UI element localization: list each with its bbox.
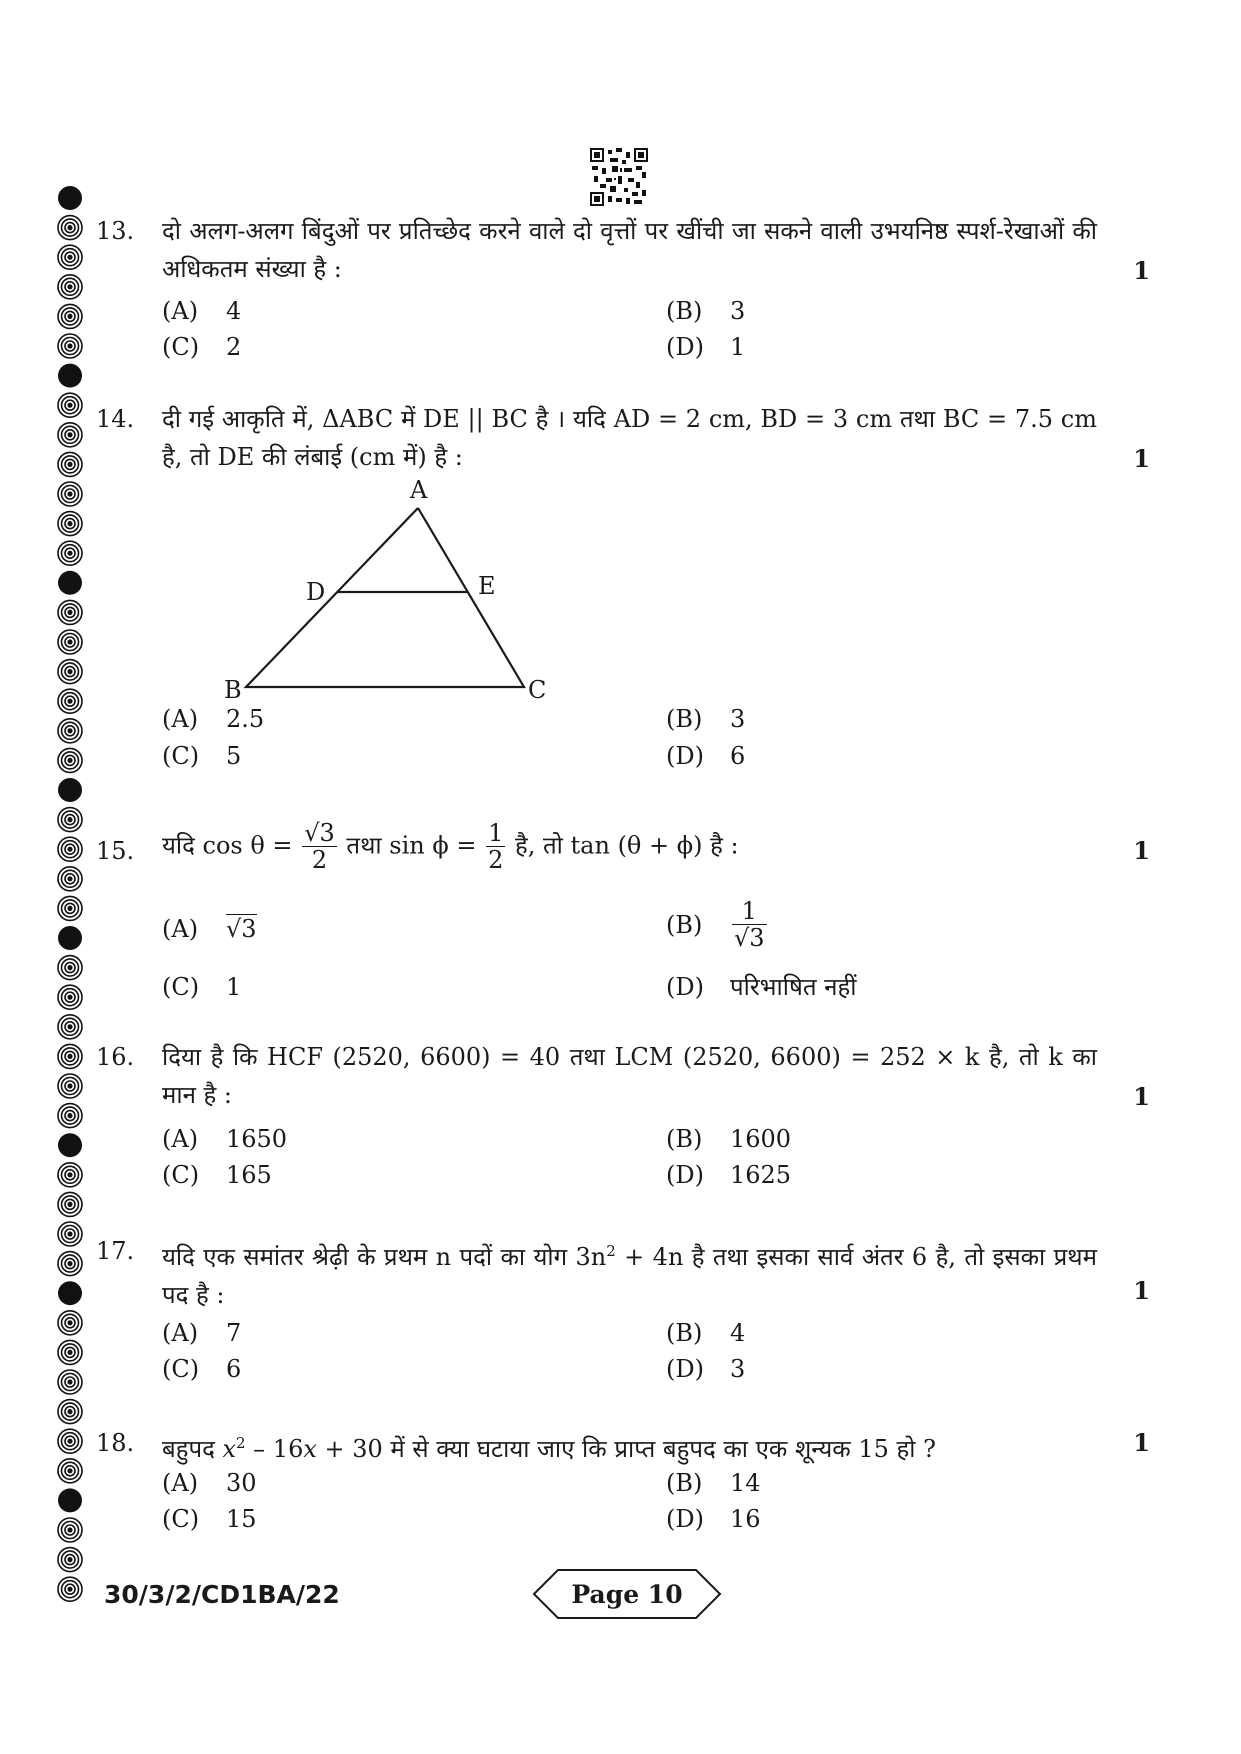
margin-circle-filled: [58, 571, 82, 595]
option-d: (D) 6: [666, 742, 746, 770]
option-b: (B) 1600: [666, 1125, 792, 1153]
margin-circle: [58, 808, 82, 832]
margin-circle: [58, 1518, 82, 1542]
margin-circle: [58, 304, 82, 328]
margin-circle: [58, 245, 82, 269]
option-c: (C) 1: [162, 973, 242, 1001]
marks: 1: [1133, 256, 1150, 285]
margin-circle: [58, 1015, 82, 1039]
option-d: (D) 1625: [666, 1161, 792, 1189]
margin-circle: [58, 896, 82, 920]
option-b: (B) 4: [666, 1319, 746, 1347]
margin-circle: [58, 452, 82, 476]
question-15: [96, 820, 1156, 1010]
marks: 1: [1133, 444, 1150, 473]
question-number: 18.: [96, 1429, 135, 1457]
margin-circle-filled: [58, 1281, 82, 1305]
margin-circle: [58, 1459, 82, 1483]
question-number: 13.: [96, 217, 135, 245]
question-text: दी गई आकृति में, ΔABC में DE || BC है । यदि AD = 2 cm, BD = 3 cm तथा BC = 7.5 cm है, तो DE की लंबाई (cm में) है :: [162, 405, 1097, 471]
question-number: 14.: [96, 405, 135, 433]
margin-circle: [58, 1074, 82, 1098]
question-18: [96, 1424, 1156, 1544]
question-text: बहुपद $x^2 - 16x + 30$ में से क्या घटाया जाए कि प्राप्त बहुपद का एक शून्यक 15 हो ?: [162, 1434, 936, 1463]
margin-circle: [58, 1192, 82, 1216]
page-number: Page 10: [571, 1580, 683, 1609]
margin-circle: [58, 216, 82, 240]
margin-circle: [58, 1548, 82, 1572]
margin-circle: [58, 660, 82, 684]
margin-circle-filled: [58, 778, 82, 802]
marks: 1: [1133, 836, 1150, 865]
margin-circle: [58, 719, 82, 743]
margin-circle-filled: [58, 364, 82, 388]
marks: 1: [1133, 1082, 1150, 1111]
margin-circle: [58, 837, 82, 861]
margin-circle: [58, 482, 82, 506]
margin-circle: [58, 1311, 82, 1335]
margin-circle: [58, 985, 82, 1009]
vertex-label-e: E: [478, 572, 496, 600]
vertex-label-a: A: [410, 476, 428, 504]
margin-circle: [58, 334, 82, 358]
question-13: [96, 212, 1156, 362]
margin-circle: [58, 423, 82, 447]
question-number: 17.: [96, 1237, 135, 1265]
vertex-label-b: B: [224, 676, 242, 704]
margin-circle: [58, 1222, 82, 1246]
option-a: (A) 30: [162, 1469, 257, 1497]
margin-circle: [58, 1429, 82, 1453]
margin-circle: [58, 541, 82, 565]
question-text: यदि cos θ = $\frac{√3}{2}$ तथा sin ϕ = $\frac{1}{2}$ है, तो tan (θ + ϕ) है :: [162, 819, 739, 875]
fraction: $\frac{1}{2}$: [488, 819, 504, 875]
fraction: $\frac{√3}{2}$: [304, 819, 335, 875]
vertex-label-d: D: [306, 578, 326, 606]
margin-circle: [58, 1163, 82, 1187]
marks: 1: [1133, 1428, 1150, 1457]
margin-circle: [58, 1577, 82, 1601]
option-d: (D) 3: [666, 1355, 746, 1383]
margin-circle: [58, 1340, 82, 1364]
option-b: (B) $\frac{1}{√3}$: [666, 897, 765, 953]
option-d: (D) परिभाषित नहीं: [666, 973, 857, 1001]
question-text: यदि एक समांतर श्रेढ़ी के प्रथम n पदों का योग $3n^2 + 4n$ है तथा इसका सार्व अंतर 6 है, तो इसका प्रथम पद है :: [162, 1242, 1097, 1309]
question-number: 16.: [96, 1043, 135, 1071]
margin-circle-strip: [55, 184, 85, 1614]
question-17: [96, 1232, 1156, 1382]
triangle-figure: [226, 484, 546, 694]
marks: 1: [1133, 1276, 1150, 1305]
option-b: (B) 3: [666, 705, 746, 733]
option-c: (C) 165: [162, 1161, 272, 1189]
option-c: (C) 15: [162, 1505, 257, 1533]
option-a: (A) 7: [162, 1319, 242, 1347]
option-a: (A) √3: [162, 915, 257, 943]
option-c: (C) 5: [162, 742, 242, 770]
margin-circle: [58, 1104, 82, 1128]
option-a: (A) 4: [162, 297, 242, 325]
margin-circle: [58, 1252, 82, 1276]
margin-circle: [58, 748, 82, 772]
paper-code: 30/3/2/CD1BA/22: [104, 1580, 340, 1609]
question-number: 15.: [96, 837, 135, 865]
qr-code: [590, 148, 648, 206]
question-text: दो अलग-अलग बिंदुओं पर प्रतिच्छेद करने वाले दो वृत्तों पर खींची जा सकने वाली उभयनिष्ठ स्पर्श-रेखाओं की अधिकतम संख्या है :: [162, 217, 1097, 283]
option-c: (C) 6: [162, 1355, 242, 1383]
margin-circle: [58, 275, 82, 299]
margin-circle: [58, 1044, 82, 1068]
question-16: [96, 1038, 1156, 1188]
margin-circle: [58, 689, 82, 713]
option-b: (B) 3: [666, 297, 746, 325]
margin-circle: [58, 956, 82, 980]
option-a: (A) 2.5: [162, 705, 265, 733]
margin-circle-filled: [58, 1133, 82, 1157]
margin-circle-filled: [58, 926, 82, 950]
question-text: दिया है कि HCF (2520, 6600) = 40 तथा LCM (2520, 6600) = 252 × k है, तो k का मान है :: [162, 1043, 1097, 1109]
option-d: (D) 16: [666, 1505, 761, 1533]
margin-circle: [58, 1400, 82, 1424]
margin-circle: [58, 393, 82, 417]
margin-circle: [58, 1370, 82, 1394]
margin-circle: [58, 867, 82, 891]
margin-circle: [58, 630, 82, 654]
vertex-label-c: C: [528, 676, 547, 704]
margin-circle-filled: [58, 186, 82, 210]
margin-circle: [58, 512, 82, 536]
margin-circle-filled: [58, 1488, 82, 1512]
option-d: (D) 1: [666, 333, 746, 361]
option-a: (A) 1650: [162, 1125, 288, 1153]
option-c: (C) 2: [162, 333, 242, 361]
option-b: (B) 14: [666, 1469, 761, 1497]
margin-circle: [58, 600, 82, 624]
